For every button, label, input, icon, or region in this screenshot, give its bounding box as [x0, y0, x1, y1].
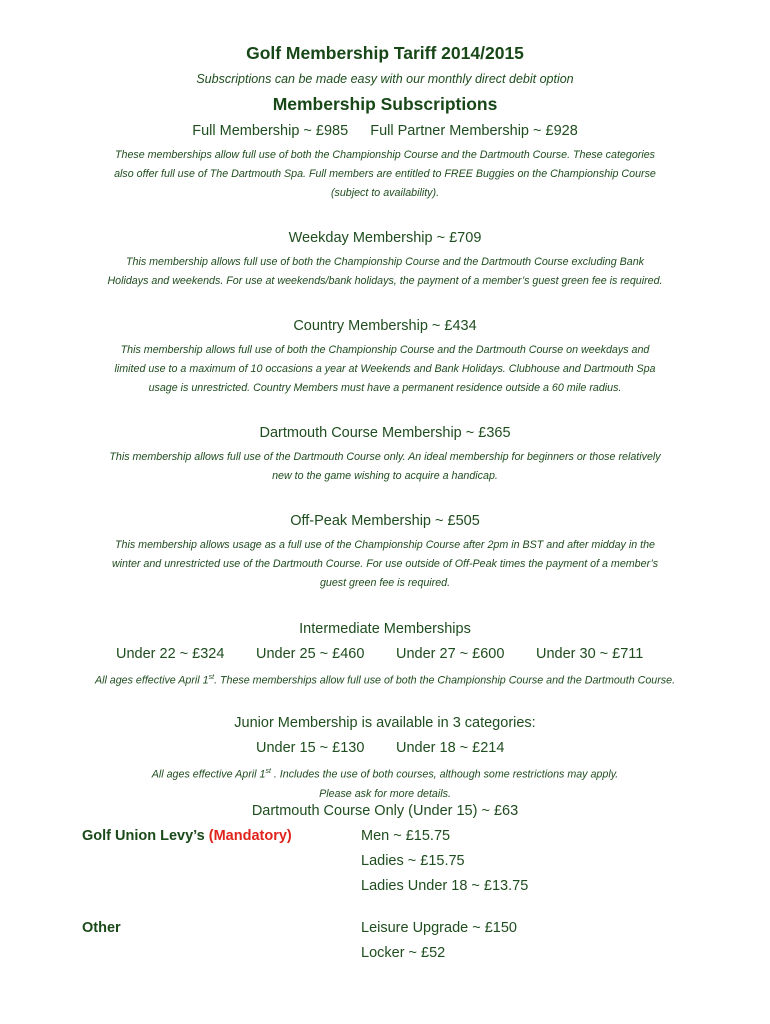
levy-ladies: Ladies ~ £15.75: [361, 853, 465, 869]
intermediate-under-25: Under 25 ~ £460: [256, 646, 365, 662]
dartmouth-course-membership-price: Dartmouth Course Membership ~ £365: [259, 425, 511, 441]
junior-under-15: Under 15 ~ £130: [256, 740, 365, 756]
weekday-membership-price: Weekday Membership ~ £709: [288, 230, 482, 246]
off-peak-membership-description: This membership allows usage as a full use of the Championship Course after 2pm in BST and after midday in the winter and unrestricted use of the Dartmouth Course. For use outside of Off-Peak times the payment of a member’s guest green fee is required.: [111, 539, 659, 589]
intermediate-under-30: Under 30 ~ £711: [536, 646, 644, 662]
intermediate-under-22: Under 22 ~ £324: [116, 646, 225, 662]
levy-men: Men ~ £15.75: [361, 828, 451, 844]
golf-union-levy-label: Golf Union Levy’s (Mandatory): [82, 828, 292, 844]
off-peak-membership-price: Off-Peak Membership ~ £505: [290, 513, 480, 529]
full-membership-description: These memberships allow full use of both the Championship Course and the Dartmouth Course. These categories also offer full use of The Dartmouth Spa. Full members are entitled to FREE Buggies on the Championship Course (subject to availability).: [114, 149, 656, 199]
weekday-membership-description: This membership allows full use of both the Championship Course and the Dartmouth Course excluding Bank Holidays and weekends. For use at weekends/bank holidays, the payment of a member’s guest green fee is required.: [107, 256, 663, 287]
dartmouth-course-membership-description: This membership allows full use of the Dartmouth Course only. An ideal membership for beginners or those relatively new to the game wishing to acquire a handicap.: [109, 451, 661, 482]
junior-dartmouth-only-price: Dartmouth Course Only (Under 15) ~ £63: [251, 803, 519, 819]
intermediate-under-27: Under 27 ~ £600: [396, 646, 505, 662]
intermediate-heading: Intermediate Memberships: [299, 621, 471, 637]
junior-note: All ages effective April 1st . Includes the use of both courses, although some restrictions may apply. Please ask for more details.: [151, 768, 619, 800]
country-membership-price: Country Membership ~ £434: [293, 318, 477, 334]
full-membership-line: [0, 123, 770, 139]
section-heading: Membership Subscriptions: [272, 94, 498, 114]
full-membership-price: Full Membership ~ £985: [192, 123, 349, 139]
subtitle: Subscriptions can be made easy with our monthly direct debit option: [196, 72, 574, 86]
country-membership-description: This membership allows full use of both the Championship Course and the Dartmouth Course on weekdays and limited use to a maximum of 10 occasions a year at Weekends and Bank Holidays. Clubhouse and Dartmouth Spa usage is unrestricted. Country Members must have a permanent residence outside a 60 mile radius.: [114, 344, 656, 394]
levy-ladies-under-18: Ladies Under 18 ~ £13.75: [361, 878, 529, 894]
intermediate-note: All ages effective April 1st. These memberships allow full use of both the Championship Course and the Dartmouth Course.: [94, 674, 676, 687]
junior-under-18: Under 18 ~ £214: [396, 740, 505, 756]
mandatory-badge: (Mandatory): [208, 828, 292, 844]
junior-heading: Junior Membership is available in 3 categories:: [234, 715, 536, 731]
other-leisure-upgrade: Leisure Upgrade ~ £150: [361, 920, 517, 936]
page-title: Golf Membership Tariff 2014/2015: [246, 43, 524, 63]
full-partner-membership-price: Full Partner Membership ~ £928: [370, 123, 578, 139]
other-label: Other: [82, 920, 121, 936]
other-locker: Locker ~ £52: [361, 945, 446, 961]
